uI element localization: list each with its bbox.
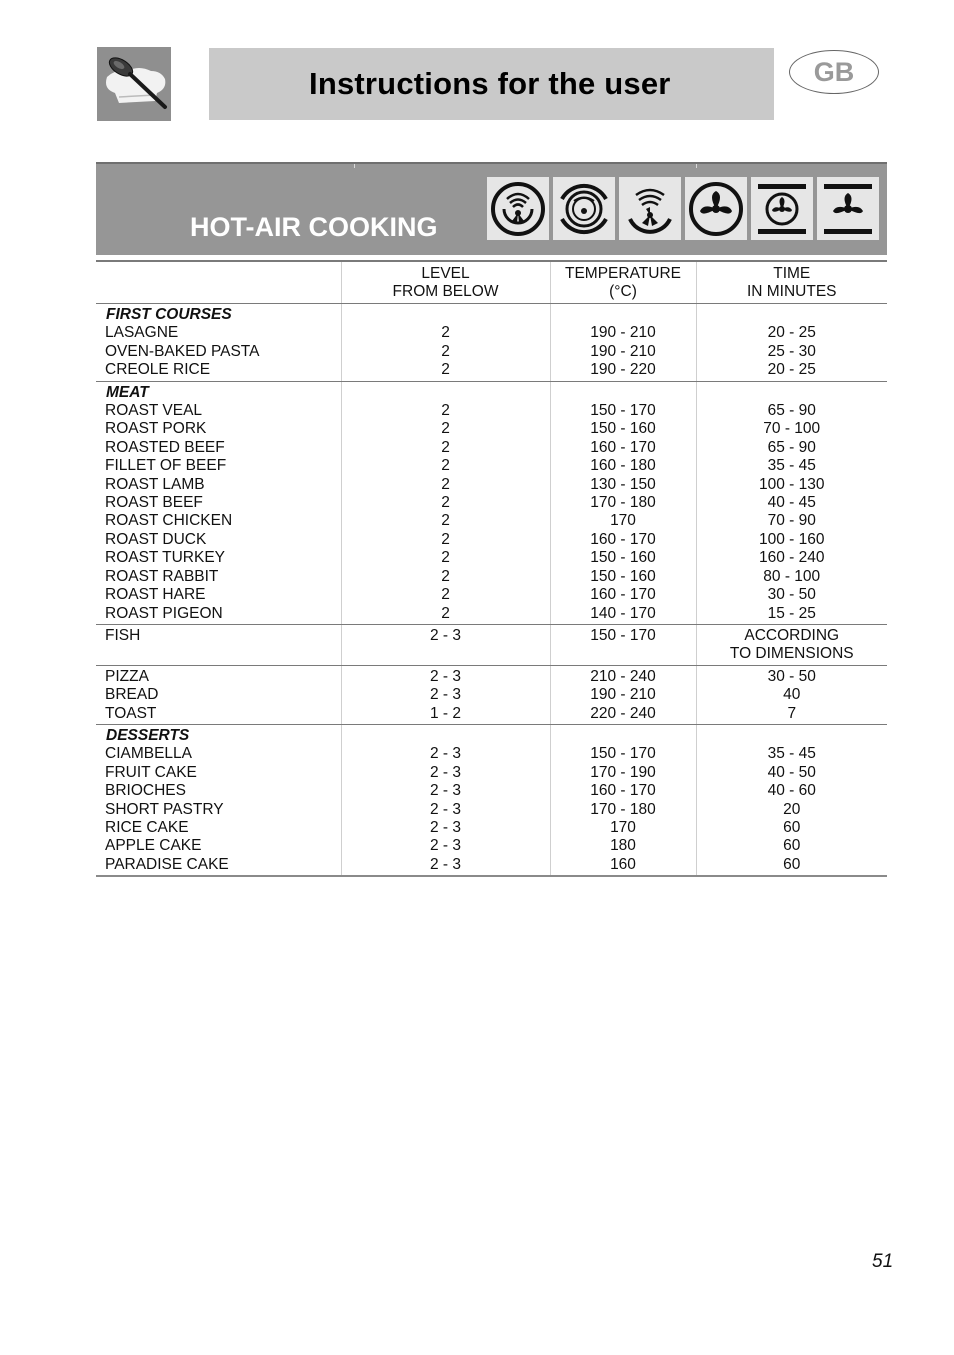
- table-row: [96, 819, 887, 837]
- temperature-value: 160 - 170: [550, 586, 696, 604]
- time-value: 30 - 50: [696, 665, 887, 686]
- language-badge: GB: [789, 50, 879, 94]
- table-row: [96, 457, 887, 475]
- table-body: [96, 304, 887, 877]
- level-value: 2 - 3: [341, 624, 550, 665]
- food-name: FRUIT CAKE: [105, 763, 197, 781]
- level-value: 2: [341, 343, 550, 361]
- time-value: 60: [696, 837, 887, 855]
- category-row: [96, 304, 887, 325]
- level-value: 2 - 3: [341, 837, 550, 855]
- category-row: [96, 381, 887, 402]
- food-name: BREAD: [105, 686, 159, 704]
- fan-ring-grill-icon: [487, 177, 549, 240]
- food-name: ROAST PORK: [105, 420, 207, 438]
- category-label: MEAT: [106, 383, 149, 401]
- food-name: TOAST: [96, 705, 341, 725]
- time-value: 25 - 30: [696, 343, 887, 361]
- time-value: 80 - 100: [696, 568, 887, 586]
- food-name: SHORT PASTRY: [105, 800, 224, 818]
- fan-bottom-icon: [817, 177, 879, 240]
- temperature-value: 150 - 170: [550, 624, 696, 665]
- table-row: [96, 343, 887, 361]
- level-value: 2: [341, 476, 550, 494]
- table-row: [96, 665, 887, 686]
- temperature-value: 160 - 170: [550, 531, 696, 549]
- table-row: [96, 476, 887, 494]
- temperature-value: 190 - 220: [550, 361, 696, 381]
- table-row: [96, 837, 887, 855]
- level-value: 2: [341, 420, 550, 438]
- temperature-value: 150 - 170: [550, 402, 696, 420]
- time-value: 65 - 90: [696, 402, 887, 420]
- table-row: [96, 801, 887, 819]
- level-value: 2 - 3: [341, 782, 550, 800]
- level-value: 2: [341, 586, 550, 604]
- time-value: 70 - 100: [696, 420, 887, 438]
- temperature-value: 170: [550, 512, 696, 530]
- cooking-table-wrap: [96, 260, 887, 877]
- level-value: 1 - 2: [341, 705, 550, 725]
- level-value: 2 - 3: [341, 764, 550, 782]
- fan-grill-icon: [619, 177, 681, 240]
- band-tick: [696, 164, 697, 168]
- table-row: [96, 686, 887, 704]
- food-name: RICE CAKE: [105, 818, 189, 836]
- table-row: [96, 512, 887, 530]
- temperature-value: 190 - 210: [550, 324, 696, 342]
- temperature-value: 160 - 170: [550, 439, 696, 457]
- time-value: 60: [696, 856, 887, 876]
- section-band: [96, 162, 887, 255]
- oven-function-icons: [487, 177, 879, 240]
- temperature-value: 160 - 180: [550, 457, 696, 475]
- food-name: PIZZA: [105, 667, 149, 685]
- time-value: 60: [696, 819, 887, 837]
- level-value: 2: [341, 568, 550, 586]
- table-row: [96, 420, 887, 438]
- level-value: 2 - 3: [341, 686, 550, 704]
- cooking-table: [96, 260, 887, 877]
- time-value: 40 - 50: [696, 764, 887, 782]
- category-label: FIRST COURSES: [106, 306, 232, 323]
- table-row: [96, 531, 887, 549]
- temperature-value: 140 - 170: [550, 605, 696, 625]
- time-value: 65 - 90: [696, 439, 887, 457]
- temperature-value: 190 - 210: [550, 343, 696, 361]
- table-row: [96, 568, 887, 586]
- food-name: ROAST VEAL: [105, 402, 203, 420]
- time-value: 100 - 160: [696, 531, 887, 549]
- page-number: 51: [872, 1251, 894, 1272]
- table-row: [96, 586, 887, 604]
- time-value: 160 - 240: [696, 549, 887, 567]
- section-title: HOT-AIR COOKING: [190, 212, 438, 242]
- time-value: 20 - 25: [696, 361, 887, 381]
- level-value: 2: [341, 512, 550, 530]
- level-value: 2: [341, 324, 550, 342]
- food-name: ROAST CHICKEN: [105, 512, 233, 530]
- chef-spoon-icon: [97, 47, 171, 121]
- temperature-value: 170 - 180: [550, 494, 696, 512]
- time-value: 20 - 25: [696, 324, 887, 342]
- time-value: 40: [696, 686, 887, 704]
- temperature-value: 190 - 210: [550, 686, 696, 704]
- level-value: 2: [341, 361, 550, 381]
- level-value: 2: [341, 439, 550, 457]
- header-level: LEVEL FROM BELOW: [341, 261, 550, 304]
- food-name: FILLET OF BEEF: [105, 457, 227, 475]
- time-value: 70 - 90: [696, 512, 887, 530]
- time-value: ACCORDING TO DIMENSIONS: [696, 624, 887, 665]
- fan-ring-circle-icon: [553, 177, 615, 240]
- level-value: 2: [341, 457, 550, 475]
- table-row: [96, 402, 887, 420]
- temperature-value: 150 - 160: [550, 549, 696, 567]
- temperature-value: 170: [550, 819, 696, 837]
- header-food: [96, 261, 341, 304]
- level-value: 2: [341, 531, 550, 549]
- level-value: 2: [341, 402, 550, 420]
- time-value: 40 - 60: [696, 782, 887, 800]
- table-row: [96, 705, 887, 725]
- food-name: ROASTED BEEF: [105, 438, 225, 456]
- level-value: 2 - 3: [341, 819, 550, 837]
- chef-logo: [97, 47, 171, 121]
- food-name: ROAST DUCK: [105, 530, 207, 548]
- food-name: OVEN-BAKED PASTA: [105, 342, 260, 360]
- time-value: 7: [696, 705, 887, 725]
- header-temperature: TEMPERATURE (°C): [550, 261, 696, 304]
- table-row: [96, 605, 887, 625]
- temperature-value: 210 - 240: [550, 665, 696, 686]
- level-value: 2 - 3: [341, 665, 550, 686]
- table-row: [96, 361, 887, 381]
- food-name: ROAST HARE: [105, 586, 206, 604]
- level-value: 2: [341, 549, 550, 567]
- band-tick: [354, 164, 355, 168]
- temperature-value: 150 - 170: [550, 745, 696, 763]
- food-name: CREOLE RICE: [96, 361, 341, 381]
- header-band: [209, 48, 774, 120]
- temperature-value: 160 - 170: [550, 782, 696, 800]
- table-row: [96, 782, 887, 800]
- time-value: 35 - 45: [696, 745, 887, 763]
- table-row: [96, 624, 887, 665]
- temperature-value: 130 - 150: [550, 476, 696, 494]
- food-name: BRIOCHES: [105, 782, 186, 800]
- table-row: [96, 856, 887, 876]
- category-label: DESSERTS: [106, 726, 190, 744]
- food-name: ROAST RABBIT: [105, 567, 219, 585]
- time-value: 40 - 45: [696, 494, 887, 512]
- temperature-value: 160: [550, 856, 696, 876]
- food-name: CIAMBELLA: [105, 745, 193, 763]
- temperature-value: 150 - 160: [550, 420, 696, 438]
- temperature-value: 220 - 240: [550, 705, 696, 725]
- food-name: ROAST TURKEY: [105, 549, 226, 567]
- level-value: 2: [341, 605, 550, 625]
- header-time: TIME IN MINUTES: [696, 261, 887, 304]
- temperature-value: 180: [550, 837, 696, 855]
- level-value: 2: [341, 494, 550, 512]
- table-row: [96, 324, 887, 342]
- table-row: [96, 494, 887, 512]
- temperature-value: 150 - 160: [550, 568, 696, 586]
- temperature-value: 170 - 190: [550, 764, 696, 782]
- food-name: PARADISE CAKE: [96, 856, 341, 876]
- time-value: 35 - 45: [696, 457, 887, 475]
- table-row: [96, 549, 887, 567]
- table-header-row: [96, 261, 887, 304]
- level-value: 2 - 3: [341, 801, 550, 819]
- time-value: 15 - 25: [696, 605, 887, 625]
- level-value: 2 - 3: [341, 856, 550, 876]
- table-row: [96, 745, 887, 763]
- time-value: 20: [696, 801, 887, 819]
- food-name: LASAGNE: [105, 324, 179, 342]
- page-title: Instructions for the user: [309, 66, 671, 101]
- temperature-value: 170 - 180: [550, 801, 696, 819]
- fan-top-bottom-icon: [751, 177, 813, 240]
- fan-icon: [685, 177, 747, 240]
- food-name: FISH: [96, 624, 341, 665]
- food-name: ROAST BEEF: [105, 494, 203, 512]
- table-row: [96, 764, 887, 782]
- level-value: 2 - 3: [341, 745, 550, 763]
- food-name: ROAST LAMB: [105, 475, 205, 493]
- time-value: 100 - 130: [696, 476, 887, 494]
- food-name: APPLE CAKE: [105, 837, 202, 855]
- table-row: [96, 439, 887, 457]
- food-name: ROAST PIGEON: [96, 605, 341, 625]
- time-value: 30 - 50: [696, 586, 887, 604]
- category-row: [96, 724, 887, 745]
